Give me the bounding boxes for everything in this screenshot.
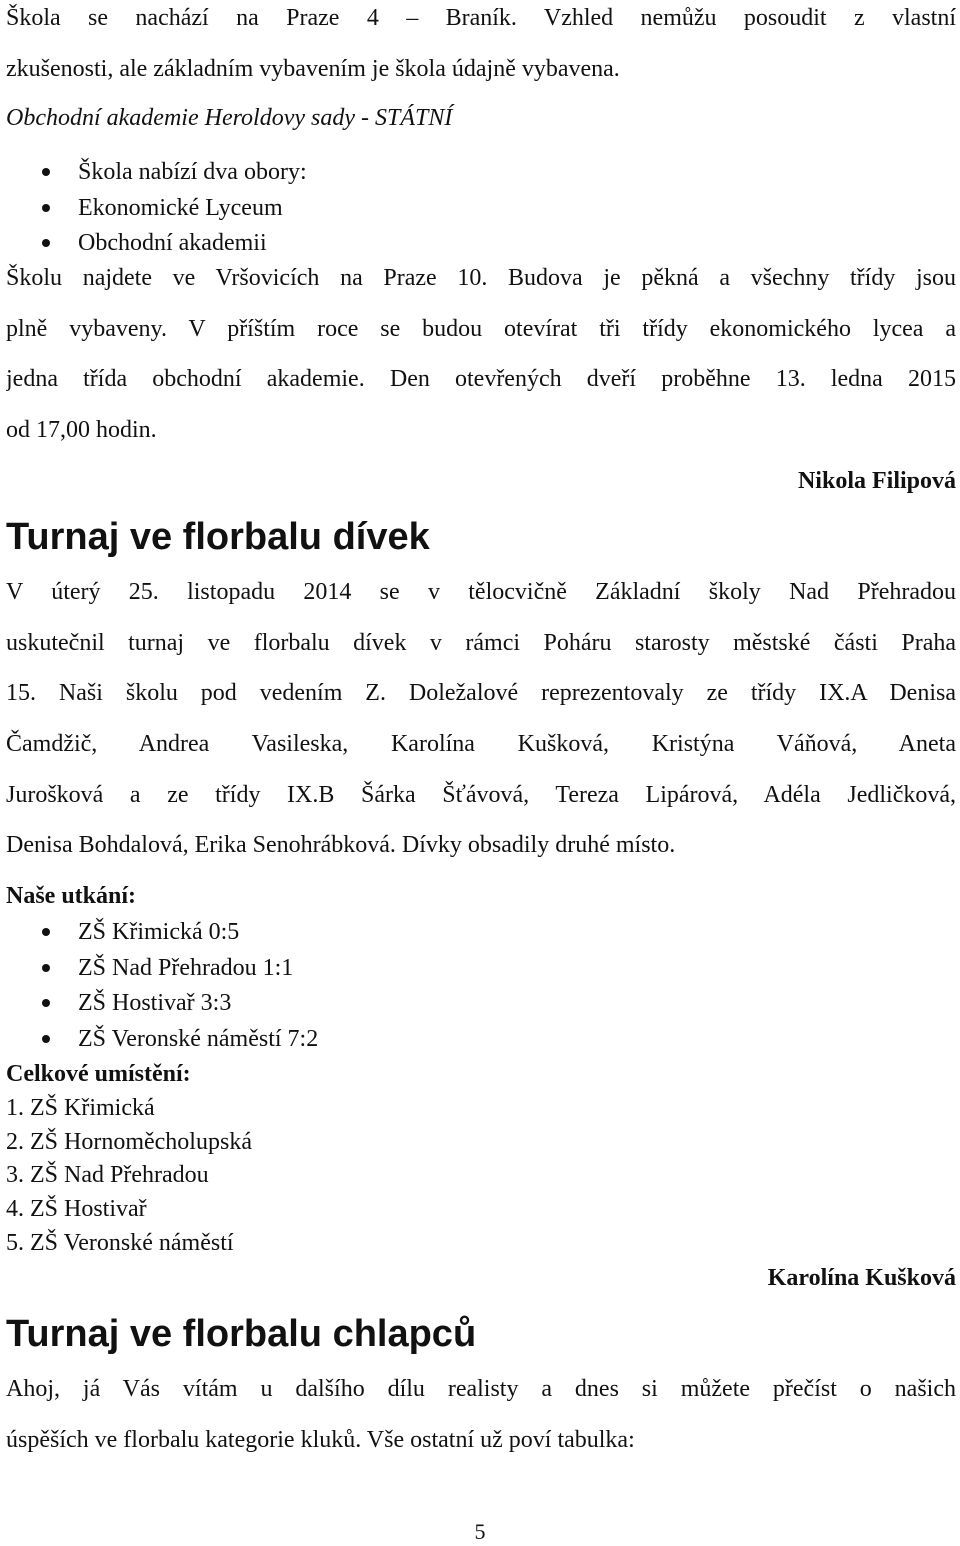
paragraph-line: Jurošková a ze třídy IX.B Šárka Šťávová, Tereza Lipárová, Adéla Jedličková, [6,782,956,808]
paragraph-line: Čamdžič, Andrea Vasileska, Karolína Kušková, Kristýna Váňová, Aneta [6,731,956,757]
paragraph-line: od 17,00 hodin. [6,417,157,443]
bullet-icon [42,999,50,1007]
bullet-icon [42,204,50,212]
ranking-item: 1. ZŠ Křimická [6,1095,155,1121]
paragraph-line: Ahoj, já Vás vítám u dalšího dílu realisty a dnes si můžete přečíst o našich [6,1376,956,1402]
list-item: Obchodní akademii [6,228,706,258]
paragraph-line: jedna třída obchodní akademie. Den otevřených dveří proběhne 13. ledna 2015 [6,366,956,392]
bullet-icon [42,964,50,972]
paragraph-line: 15. Naši školu pod vedením Z. Doležalové reprezentovaly ze třídy IX.A Denisa [6,680,956,706]
school-heading: Obchodní akademie Heroldovy sady - STÁTNÍ [6,105,453,131]
paragraph-line: V úterý 25. listopadu 2014 se v tělocvičně Základní školy Nad Přehradou [6,579,956,605]
author-signature: Nikola Filipová [797,468,956,494]
matches-heading: Naše utkání: [6,883,137,909]
intro-line: Škola se nachází na Praze 4 – Braník. Vzhled nemůžu posoudit z vlastní [6,5,956,31]
bullet-icon [42,239,50,247]
list-item: Škola nabízí dva obory: [6,157,706,187]
match-item: ZŠ Veronské náměstí 7:2 [6,1024,706,1054]
intro-line: zkušenosti, ale základním vybavením je škola údajně vybavena. [6,56,620,82]
paragraph-line: úspěších ve florbalu kategorie kluků. Vše ostatní už poví tabulka: [6,1427,635,1453]
page-number: 5 [474,1519,486,1544]
article-title: Turnaj ve florbalu chlapců [6,1313,477,1355]
bullet-icon [42,168,50,176]
bullet-icon [42,1035,50,1043]
match-item: ZŠ Hostivař 3:3 [6,988,706,1018]
paragraph-line: Školu najdete ve Vršovicích na Praze 10. Budova je pěkná a všechny třídy jsou [6,265,956,291]
paragraph-line: Denisa Bohdalová, Erika Senohrábková. Dívky obsadily druhé místo. [6,832,676,858]
ranking-heading: Celkové umístění: [6,1061,191,1087]
match-item: ZŠ Nad Přehradou 1:1 [6,953,706,983]
paragraph-line: plně vybaveny. V příštím roce se budou otevírat tři třídy ekonomického lycea a [6,316,956,342]
ranking-item: 5. ZŠ Veronské náměstí [6,1230,234,1256]
list-item: Ekonomické Lyceum [6,193,706,223]
ranking-item: 4. ZŠ Hostivař [6,1196,147,1222]
match-item: ZŠ Křimická 0:5 [6,917,706,947]
paragraph-line: uskutečnil turnaj ve florbalu dívek v rámci Poháru starosty městské části Praha [6,630,956,656]
ranking-item: 3. ZŠ Nad Přehradou [6,1162,209,1188]
article-title: Turnaj ve florbalu dívek [6,516,430,558]
bullet-icon [42,928,50,936]
author-signature: Karolína Kušková [767,1265,956,1291]
ranking-item: 2. ZŠ Hornoměcholupská [6,1129,252,1155]
